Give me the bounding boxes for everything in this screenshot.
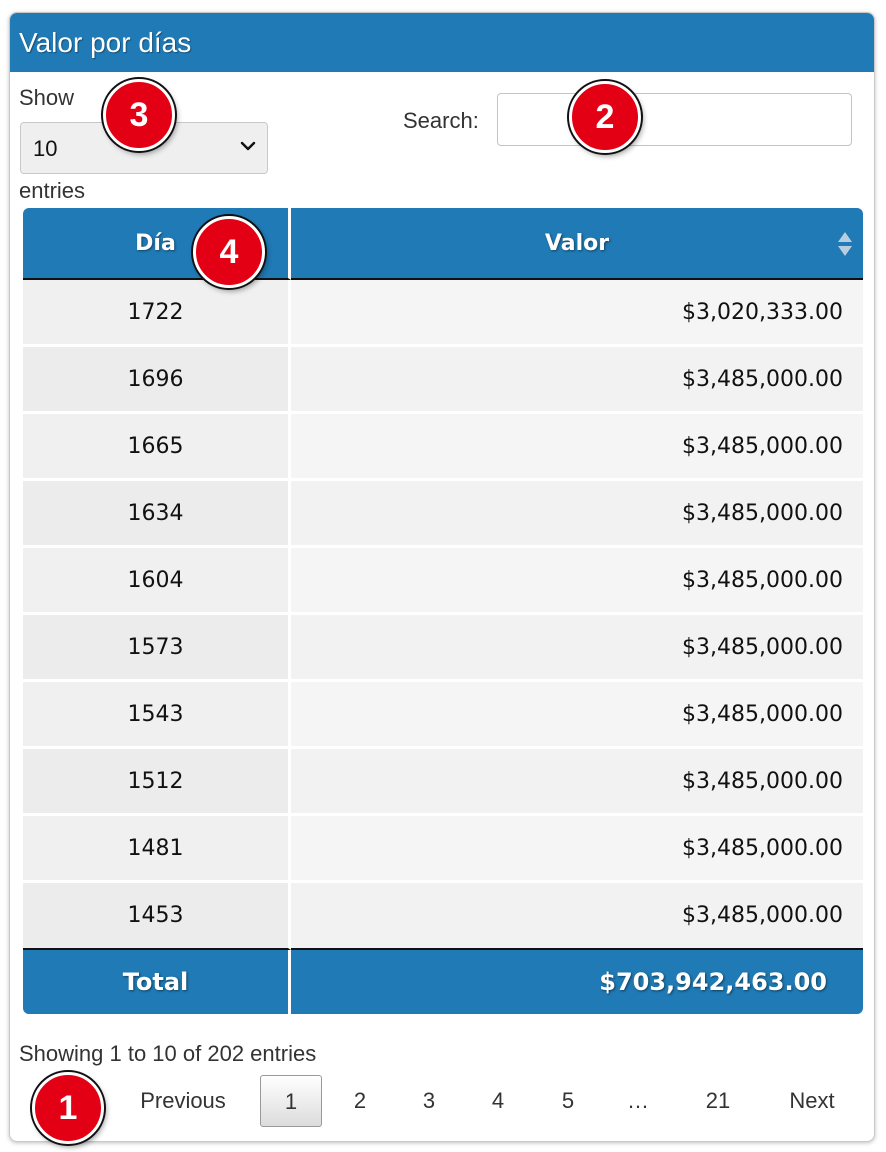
column-header-valor-label: Valor bbox=[544, 230, 610, 256]
table-row bbox=[23, 481, 863, 548]
pagination-page-4[interactable]: 4 bbox=[491, 1088, 505, 1113]
values-panel bbox=[9, 12, 875, 1142]
table-row bbox=[23, 682, 863, 749]
cell-valor: $3,485,000.00 bbox=[291, 548, 863, 615]
entries-label: entries bbox=[19, 178, 86, 203]
pagination-page-2[interactable]: 2 bbox=[353, 1088, 367, 1113]
cell-valor: $3,485,000.00 bbox=[291, 749, 863, 816]
sort-icon bbox=[837, 230, 853, 258]
cell-dia: 1722 bbox=[23, 280, 291, 347]
show-label: Show bbox=[19, 85, 75, 110]
table-row bbox=[23, 816, 863, 883]
panel-title: Valor por días bbox=[10, 13, 874, 72]
cell-dia: 1453 bbox=[23, 883, 291, 950]
annotation-badge-3: 3 bbox=[103, 79, 175, 151]
cell-dia: 1543 bbox=[23, 682, 291, 749]
table-row bbox=[23, 615, 863, 682]
annotation-badge-4: 4 bbox=[193, 216, 265, 288]
search-input[interactable] bbox=[497, 93, 852, 146]
cell-valor: $3,485,000.00 bbox=[291, 682, 863, 749]
pagination-page-21[interactable]: 21 bbox=[705, 1088, 731, 1113]
annotation-badge-2: 2 bbox=[569, 81, 641, 153]
column-header-valor[interactable] bbox=[291, 208, 863, 280]
pagination-page-1[interactable]: 1 bbox=[260, 1075, 322, 1127]
cell-dia: 1573 bbox=[23, 615, 291, 682]
cell-valor: $3,485,000.00 bbox=[291, 414, 863, 481]
table-row bbox=[23, 883, 863, 950]
cell-valor: $3,485,000.00 bbox=[291, 481, 863, 548]
table-row bbox=[23, 280, 863, 347]
footer-total-label: Total bbox=[23, 950, 291, 1014]
pagination bbox=[10, 1073, 874, 1133]
cell-valor: $3,485,000.00 bbox=[291, 816, 863, 883]
pagination-next[interactable]: Next bbox=[789, 1088, 835, 1113]
table-row bbox=[23, 749, 863, 816]
table-info: Showing 1 to 10 of 202 entries bbox=[19, 1041, 317, 1066]
pagination-page-3[interactable]: 3 bbox=[422, 1088, 436, 1113]
pagination-ellipsis: … bbox=[627, 1088, 649, 1113]
cell-dia: 1512 bbox=[23, 749, 291, 816]
cell-valor: $3,485,000.00 bbox=[291, 883, 863, 950]
table-row bbox=[23, 347, 863, 414]
cell-dia: 1696 bbox=[23, 347, 291, 414]
search-label: Search: bbox=[403, 108, 479, 133]
pagination-previous[interactable]: Previous bbox=[140, 1088, 226, 1113]
footer-total-value: $703,942,463.00 bbox=[291, 950, 863, 1014]
table-footer-row bbox=[23, 950, 863, 1014]
table-row bbox=[23, 548, 863, 615]
chevron-down-icon bbox=[239, 137, 257, 155]
table-row bbox=[23, 414, 863, 481]
cell-dia: 1634 bbox=[23, 481, 291, 548]
cell-valor: $3,485,000.00 bbox=[291, 615, 863, 682]
cell-dia: 1665 bbox=[23, 414, 291, 481]
column-header-dia-label: Día bbox=[135, 230, 176, 256]
cell-dia: 1481 bbox=[23, 816, 291, 883]
values-table bbox=[23, 208, 863, 1014]
cell-valor: $3,020,333.00 bbox=[291, 280, 863, 347]
pagination-page-5[interactable]: 5 bbox=[561, 1088, 575, 1113]
cell-dia: 1604 bbox=[23, 548, 291, 615]
entries-per-page-value: 10 bbox=[33, 136, 58, 161]
annotation-badge-1: 1 bbox=[32, 1072, 104, 1144]
cell-valor: $3,485,000.00 bbox=[291, 347, 863, 414]
